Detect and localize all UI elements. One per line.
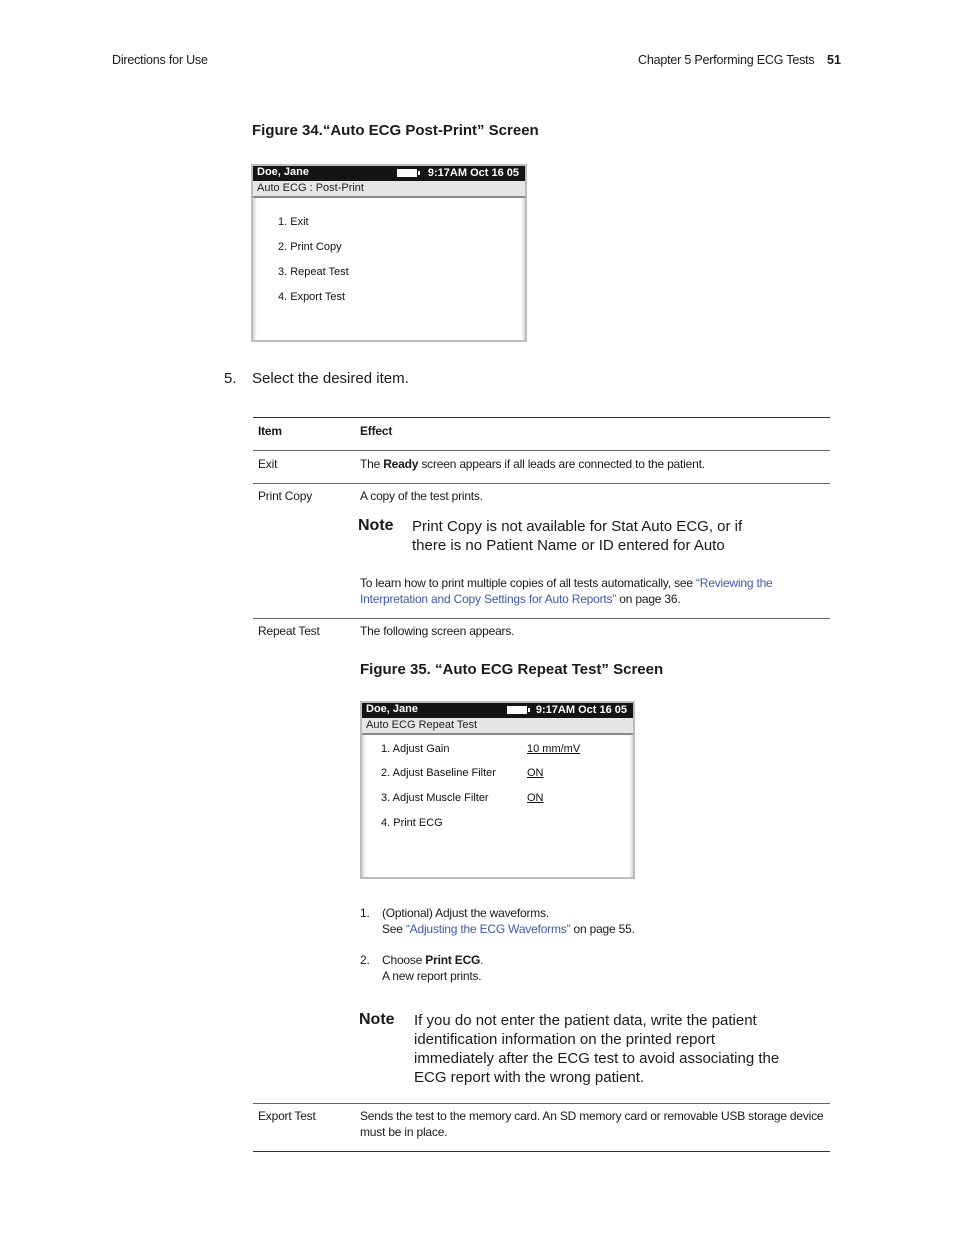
step-number: 5.: [224, 370, 237, 387]
battery-icon: [397, 169, 417, 177]
step-text: Select the desired item.: [252, 370, 409, 387]
note-text-line: identification information on the printed report: [414, 1031, 716, 1048]
menu-item-print-copy[interactable]: 2. Print Copy: [278, 241, 342, 253]
menu-item-adjust-gain[interactable]: 1. Adjust Gain: [381, 743, 450, 755]
page-number: 51: [827, 53, 841, 67]
substep-number: 1.: [360, 906, 370, 920]
row-item-export-test: Export Test: [258, 1109, 316, 1123]
row-rule: [253, 1103, 830, 1104]
repeat-test-screen: [360, 701, 635, 879]
running-header-chapter: Chapter 5 Performing ECG Tests: [638, 53, 815, 67]
adjusting-waveforms-link[interactable]: “Adjusting the ECG Waveforms”: [405, 922, 571, 936]
substep-text: (Optional) Adjust the waveforms.: [382, 906, 550, 920]
substep-result: A new report prints.: [382, 969, 482, 983]
battery-icon: [507, 706, 527, 714]
screen-shade-left: [362, 735, 366, 877]
menu-item-print-ecg[interactable]: 4. Print ECG: [381, 817, 443, 829]
table-top-rule: [253, 417, 830, 418]
note-label: Note: [358, 517, 394, 534]
screen-subtitle-bar: [253, 181, 525, 198]
menu-item-repeat-test[interactable]: 3. Repeat Test: [278, 266, 349, 278]
row-rule: [253, 483, 830, 484]
menu-item-adjust-baseline-filter[interactable]: 2. Adjust Baseline Filter: [381, 767, 496, 779]
note-text-line: there is no Patient Name or ID entered for Auto: [412, 537, 725, 554]
screen-subtitle-bar: [362, 718, 633, 735]
row-rule: [253, 618, 830, 619]
row-item-exit: Exit: [258, 457, 278, 471]
screen-title-bar: [362, 703, 633, 718]
screen-shade-right: [521, 198, 525, 340]
note-text-line: immediately after the ECG test to avoid associating the: [414, 1050, 780, 1067]
substep-number: 2.: [360, 953, 370, 967]
table-bottom-rule: [253, 1151, 830, 1152]
column-header-effect: Effect: [360, 424, 393, 438]
row-effect-exit: The Ready screen appears if all leads are connected to the patient.: [360, 457, 705, 471]
table-header-rule: [253, 450, 830, 451]
muscle-filter-value[interactable]: ON: [527, 792, 544, 804]
note-label: Note: [359, 1011, 395, 1028]
substep-text: Choose Print ECG.: [382, 953, 484, 967]
column-header-item: Item: [258, 424, 282, 438]
row-effect-repeat-test: The following screen appears.: [360, 624, 515, 638]
screen-title-bar: [253, 166, 525, 181]
clock-time: 9:17AM Oct 16 05: [427, 167, 519, 179]
reviewing-link[interactable]: Interpretation and Copy Settings for Auto Reports”: [360, 592, 617, 606]
figure-34-title: Figure 34.“Auto ECG Post-Print” Screen: [252, 122, 539, 139]
row-effect-export-test: Sends the test to the memory card. An SD memory card or removable USB storage device: [360, 1109, 824, 1123]
menu-item-adjust-muscle-filter[interactable]: 3. Adjust Muscle Filter: [381, 792, 489, 804]
figure-35-title: Figure 35. “Auto ECG Repeat Test” Screen: [360, 661, 664, 678]
substep-see-text: See “Adjusting the ECG Waveforms” on page 55.: [382, 922, 635, 936]
baseline-filter-value[interactable]: ON: [527, 767, 544, 779]
row-item-print-copy: Print Copy: [258, 489, 313, 503]
learn-more-text: To learn how to print multiple copies of all tests automatically, see “Reviewing the: [360, 576, 773, 590]
note-text-line: Print Copy is not available for Stat Auto ECG, or if: [412, 518, 743, 535]
note-text-line: ECG report with the wrong patient.: [414, 1069, 645, 1086]
reviewing-link[interactable]: “Reviewing the: [695, 576, 773, 590]
screen-shade-right: [629, 735, 633, 877]
patient-name: Doe, Jane: [257, 166, 309, 178]
patient-name: Doe, Jane: [366, 703, 418, 715]
screen-name: Auto ECG : Post-Print: [257, 182, 364, 194]
screen-shade-left: [253, 198, 257, 340]
learn-more-text: Interpretation and Copy Settings for Auto Reports” on page 36.: [360, 592, 681, 606]
menu-item-export-test[interactable]: 4. Export Test: [278, 291, 346, 303]
row-effect-print-copy: A copy of the test prints.: [360, 489, 483, 503]
row-item-repeat-test: Repeat Test: [258, 624, 320, 638]
running-header-left: Directions for Use: [112, 53, 208, 67]
clock-time: 9:17AM Oct 16 05: [535, 704, 627, 716]
post-print-screen: [251, 164, 527, 342]
screen-name: Auto ECG Repeat Test: [366, 719, 478, 731]
note-text-line: If you do not enter the patient data, write the patient: [414, 1012, 757, 1029]
gain-value[interactable]: 10 mm/mV: [527, 743, 581, 755]
row-effect-export-test-cont: must be in place.: [360, 1125, 448, 1139]
menu-item-exit[interactable]: 1. Exit: [278, 216, 309, 228]
